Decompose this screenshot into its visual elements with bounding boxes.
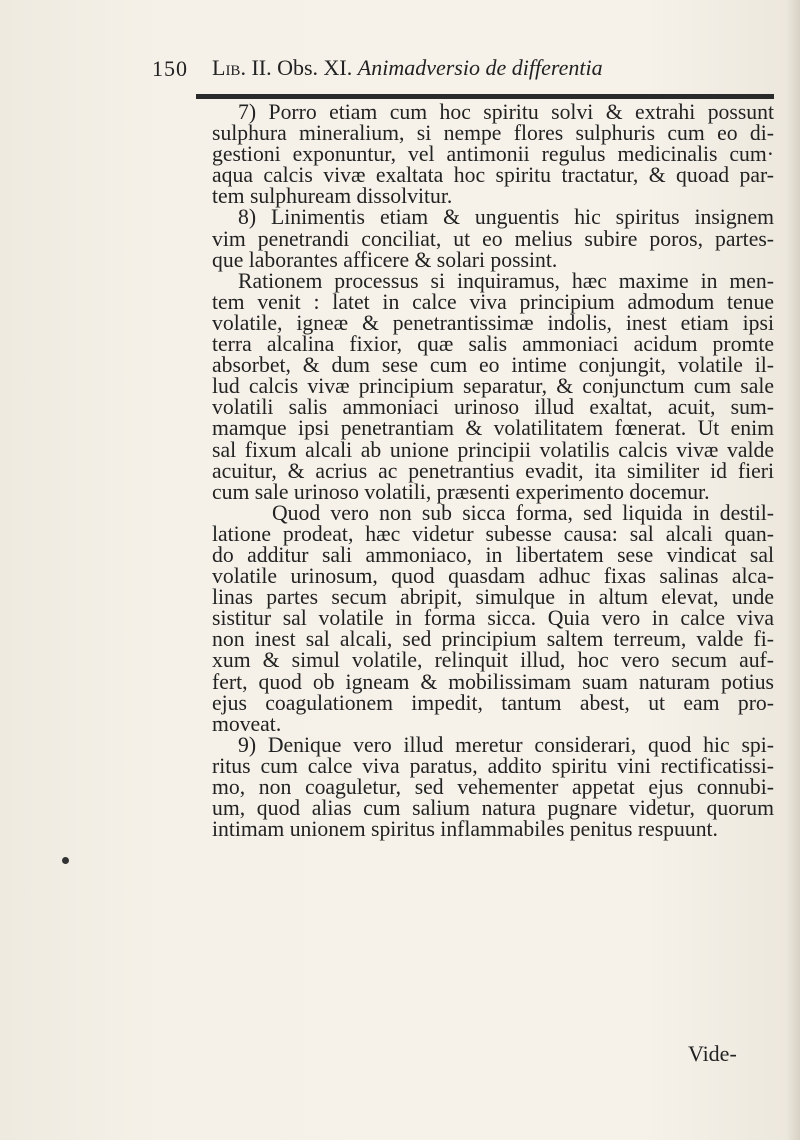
- text-line: volatile urinosum, quod quasdam adhuc fixas salinas alca-: [212, 564, 774, 589]
- paragraph-first-line: Rationem processus si inquiramus, hæc maxime in men-: [238, 268, 774, 293]
- text-line: acuitur, & acrius ac penetrantius evadit, ita similiter id fieri: [212, 458, 774, 483]
- body-text: [212, 102, 774, 840]
- text-line: tem sulphuream dissolvitur.: [212, 184, 453, 209]
- header-rule: [196, 94, 774, 99]
- text-line: que laborantes afficere & solari possint.: [212, 247, 558, 272]
- paragraph-first-line: Quod vero non sub sicca forma, sed liquida in destil-: [272, 500, 774, 525]
- text-line: fert, quod ob igneam & mobilissimam suam naturam potius: [212, 669, 774, 694]
- text-line: mamque ipsi penetrantiam & volatilitatem fœnerat. Ut enim: [212, 416, 774, 441]
- text-line: xum & simul volatile, relinquit illud, hoc vero secum auf-: [212, 648, 774, 673]
- text-line: um, quod alias cum salium natura pugnare videtur, quorum: [212, 796, 774, 821]
- paragraph-first-line: 9) Denique vero illud meretur considerari, quod hic spi-: [238, 732, 774, 757]
- text-line: sistitur sal volatile in forma sicca. Quia vero in calce viva: [212, 606, 774, 631]
- text-line: aqua calcis vivæ exaltata hoc spiritu tractatur, & quoad par-: [212, 163, 774, 188]
- text-line: tem venit : latet in calce viva principium admodum tenue: [212, 289, 774, 314]
- text-line: gestioni exponuntur, vel antimonii regulus medicinalis cum·: [212, 142, 774, 167]
- text-line: volatile, igneæ & penetrantissimæ indolis, inest etiam ipsi: [212, 310, 774, 335]
- text-line: mo, non coaguletur, sed vehementer appetat ejus connubi-: [212, 775, 774, 799]
- text-line: moveat.: [212, 711, 282, 736]
- text-line: sal fixum alcali ab unione principii volatilis calcis vivæ valde: [212, 437, 774, 462]
- text-line: absorbet, & dum sese cum eo intime conjungit, volatile il-: [212, 353, 774, 378]
- text-line: sulphura mineralium, si nempe flores sulphuris cum eo di-: [212, 121, 774, 146]
- text-line: terra alcalina fixior, quæ salis ammoniaci acidum promte: [212, 332, 774, 357]
- text-line: ritus cum calce viva paratus, addito spiritu vini rectificatissi-: [212, 753, 774, 778]
- running-head-obs: Obs. XI.: [277, 55, 353, 80]
- text-line: volatili salis ammoniaci urinoso illud exaltat, acuit, sum-: [212, 395, 774, 420]
- catchword: Vide-: [688, 1041, 737, 1066]
- text-line: ejus coagulationem impedit, tantum abest, ut eam pro-: [212, 690, 774, 715]
- text-line: lud calcis vivæ principium separatur, & conjunctum cum sale: [212, 374, 774, 399]
- text-line: latione prodeat, hæc videtur subesse causa: sal alcali quan-: [212, 521, 774, 546]
- page-header: [152, 52, 772, 88]
- ink-spot: [62, 857, 69, 864]
- text-line: cum sale urinoso volatili, præsenti experimento docemur.: [212, 479, 710, 504]
- running-head-title: Animadversio de differentia: [357, 55, 603, 80]
- text-line: do additur sali ammoniaco, in libertatem sese vindicat sal: [212, 542, 774, 567]
- text-line: non inest sal alcali, sed principium saltem terreum, valde fi-: [212, 627, 774, 652]
- text-line: vim penetrandi conciliat, ut eo melius subire poros, partes-: [212, 226, 774, 251]
- text-line: intimam unionem spiritus inflammabiles penitus respuunt.: [212, 817, 718, 842]
- running-head: [212, 55, 603, 81]
- paragraph-first-line: 7) Porro etiam cum hoc spiritu solvi & extrahi possunt: [238, 100, 774, 124]
- running-head-book: Lib. II.: [212, 55, 272, 80]
- page-edge-shadow: [786, 0, 800, 1140]
- page-number: 150: [152, 56, 188, 81]
- text-line: linas partes secum abripit, simulque in altum elevat, unde: [212, 585, 774, 610]
- paragraph-first-line: 8) Linimentis etiam & unguentis hic spiritus insignem: [238, 205, 774, 230]
